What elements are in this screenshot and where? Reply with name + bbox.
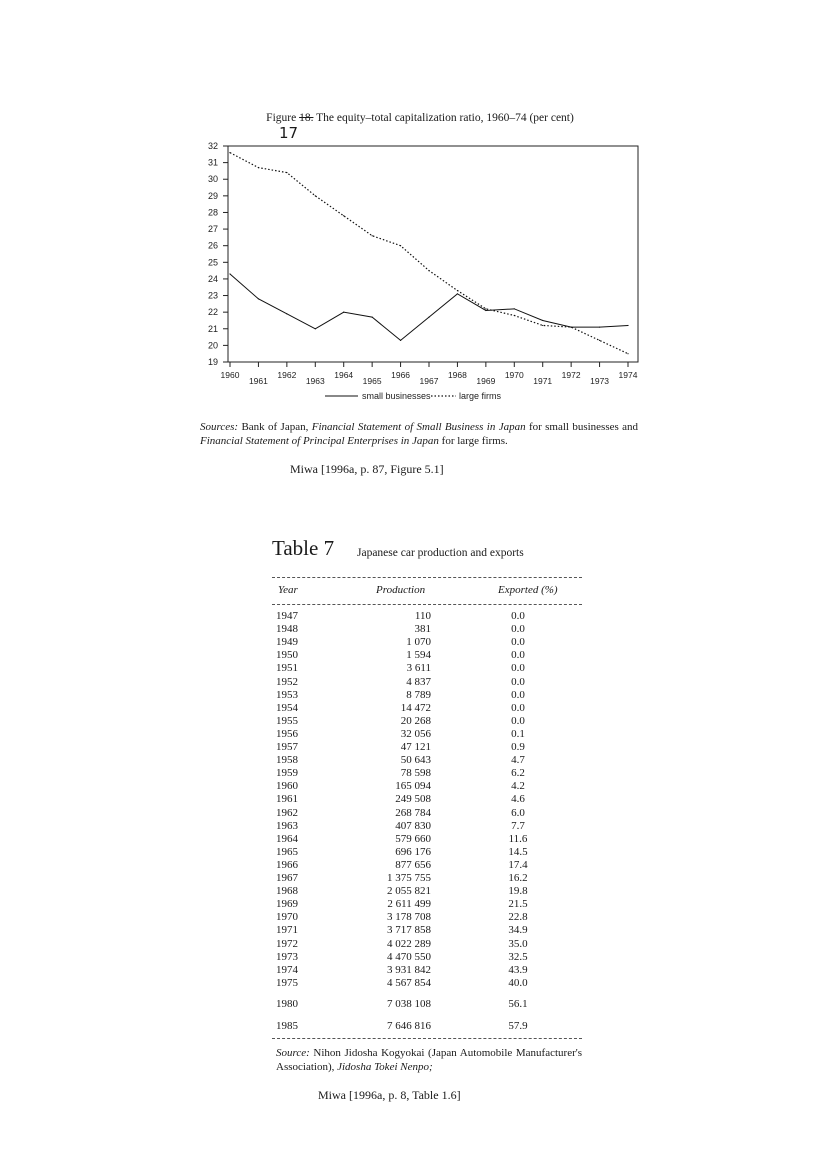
y-tick-label: 19: [207, 357, 218, 367]
table-row: [276, 649, 576, 662]
data-point: [229, 273, 230, 274]
table-row: [276, 938, 576, 951]
cell-production: 268 784: [395, 806, 431, 819]
cell-exported: 17.4: [508, 858, 528, 871]
cell-year: 1963: [276, 819, 298, 832]
cell-exported: 19.8: [508, 885, 528, 898]
table-row: [276, 662, 576, 675]
table-row: [276, 754, 576, 767]
y-tick-label: 31: [207, 157, 218, 168]
table-source-text: Nihon Jidosha Kogyokai (Japan Automobile Manufacturer's Association),: [276, 1047, 583, 1073]
cell-exported: 0.0: [511, 623, 525, 636]
cell-exported: 4.2: [511, 780, 525, 793]
cell-production: 249 508: [395, 793, 431, 806]
cell-production: 3 717 858: [387, 924, 431, 937]
table-row: [276, 793, 576, 806]
x-tick-label: 1967: [419, 376, 439, 386]
cell-year: 1973: [276, 950, 298, 963]
data-point: [372, 317, 373, 318]
cell-exported: 22.8: [508, 911, 528, 924]
cell-year: 1951: [276, 662, 298, 675]
legend-label-small: small businesses: [362, 391, 431, 401]
figure-label: Figure: [266, 112, 297, 124]
cell-production: 1 594: [406, 649, 431, 662]
data-point: [315, 328, 316, 329]
cell-year: 1980: [276, 997, 298, 1010]
cell-exported: 6.0: [511, 806, 525, 819]
cell-year: 1958: [276, 754, 298, 767]
cell-exported: 0.0: [511, 610, 525, 622]
cell-year: 1949: [276, 636, 298, 649]
cell-exported: 21.5: [508, 898, 528, 911]
figure-sources: [200, 420, 638, 448]
equity-ratio-chart: [0, 0, 827, 420]
cell-production: 4 837: [406, 675, 431, 688]
table-row: [276, 623, 576, 636]
table-source-italic: Jidosha Tokei Nenpo;: [337, 1061, 433, 1073]
cell-exported: 0.1: [511, 727, 525, 740]
x-tick-label: 1974: [618, 370, 638, 380]
cell-year: 1967: [276, 872, 298, 884]
table-row: [276, 636, 576, 649]
y-tick-label: 29: [207, 190, 218, 201]
data-point: [315, 195, 316, 196]
x-tick-label: 1970: [504, 370, 524, 380]
data-point: [372, 235, 373, 236]
cell-exported: 57.9: [508, 1020, 528, 1032]
data-point: [457, 290, 458, 291]
sources-italic-2: Financial Statement of Principal Enterprises in Japan: [200, 435, 439, 447]
sources-text-2: for small businesses and: [528, 421, 638, 433]
series-large-firms: [230, 153, 628, 354]
cell-exported: 43.9: [508, 963, 528, 976]
cell-production: 381: [414, 623, 431, 636]
cell-exported: 7.7: [511, 819, 525, 832]
cell-production: 3 611: [406, 662, 431, 675]
table-row: [276, 820, 576, 833]
figure-struck-number: 18.: [299, 112, 314, 124]
table-header-rule: [272, 604, 582, 605]
cell-exported: 32.5: [508, 950, 528, 963]
data-point: [286, 313, 287, 314]
x-tick-label: 1960: [220, 370, 240, 380]
y-tick-label: 26: [207, 240, 218, 251]
table-bottom-rule: [272, 1038, 582, 1039]
data-point: [627, 353, 628, 354]
cell-year: 1972: [276, 937, 298, 950]
cell-year: 1954: [276, 701, 298, 714]
series-small-businesses: [230, 274, 628, 340]
data-point: [258, 167, 259, 168]
cell-exported: 16.2: [508, 872, 528, 884]
x-tick-label: 1966: [391, 370, 411, 380]
cell-production: 7 038 108: [387, 997, 431, 1010]
cell-year: 1950: [276, 649, 298, 662]
cell-production: 4 022 289: [387, 937, 431, 950]
data-point: [400, 340, 401, 341]
cell-production: 7 646 816: [387, 1020, 431, 1032]
table-source: [276, 1046, 582, 1074]
cell-production: 4 567 854: [387, 976, 431, 989]
cell-year: 1955: [276, 714, 298, 727]
cell-exported: 11.6: [508, 832, 528, 845]
data-point: [343, 215, 344, 216]
x-tick-label: 1963: [305, 376, 325, 386]
data-point: [627, 325, 628, 326]
cell-exported: 4.6: [511, 793, 525, 806]
cell-exported: 0.0: [511, 662, 525, 675]
x-tick-label: 1972: [561, 370, 581, 380]
table-row: [276, 924, 576, 937]
figure-title-text: The equity–total capitalization ratio, 1960–74 (per cent): [316, 112, 574, 124]
cell-exported: 34.9: [508, 924, 528, 937]
cell-production: 4 470 550: [387, 950, 431, 963]
data-point: [229, 152, 230, 153]
table-row: [276, 702, 576, 715]
cell-production: 1 070: [406, 636, 431, 649]
data-point: [428, 317, 429, 318]
sources-label: Sources:: [200, 421, 239, 433]
data-point: [457, 293, 458, 294]
cell-exported: 4.7: [511, 754, 525, 767]
cell-production: 3 178 708: [387, 911, 431, 924]
cell-production: 696 176: [395, 845, 431, 858]
cell-production: 20 268: [400, 714, 431, 727]
y-tick-label: 20: [207, 340, 218, 351]
table-row: [276, 767, 576, 780]
y-tick-label: 27: [207, 224, 218, 235]
cell-production: 8 789: [406, 688, 431, 701]
x-tick-label: 1968: [447, 370, 467, 380]
cell-production: 407 830: [395, 819, 431, 832]
table-row: [276, 610, 576, 623]
x-tick-label: 1961: [248, 376, 268, 386]
header-production: Production: [376, 584, 426, 596]
cell-production: 3 931 842: [387, 963, 431, 976]
cell-production: 50 643: [400, 754, 431, 767]
x-tick-label: 1969: [476, 376, 496, 386]
data-point: [258, 298, 259, 299]
table-row: [276, 1020, 576, 1033]
data-point: [599, 327, 600, 328]
cell-year: 1948: [276, 623, 298, 636]
table-row: [276, 833, 576, 846]
cell-year: 1965: [276, 845, 298, 858]
plot-frame: [228, 146, 638, 362]
cell-year: 1966: [276, 858, 298, 871]
x-tick-label: 1964: [334, 370, 354, 380]
table-top-rule: [272, 577, 582, 578]
data-point: [599, 340, 600, 341]
cell-year: 1961: [276, 793, 298, 806]
table-row: [276, 977, 576, 990]
table-row: [276, 911, 576, 924]
header-exported: Exported (%): [498, 584, 558, 596]
cell-production: 1 375 755: [387, 872, 431, 884]
data-point: [514, 315, 515, 316]
data-point: [428, 270, 429, 271]
table-row: [276, 728, 576, 741]
cell-year: 1959: [276, 767, 298, 780]
cell-year: 1975: [276, 976, 298, 989]
cell-exported: 56.1: [508, 997, 528, 1010]
cell-production: 2 611 499: [387, 898, 431, 911]
table-row: [276, 872, 576, 885]
cell-year: 1962: [276, 806, 298, 819]
cell-exported: 0.0: [511, 688, 525, 701]
cell-year: 1974: [276, 963, 298, 976]
cell-production: 32 056: [400, 727, 431, 740]
table-row: [276, 676, 576, 689]
table-row: [276, 964, 576, 977]
cell-year: 1969: [276, 898, 298, 911]
cell-production: 110: [414, 610, 431, 622]
data-point: [571, 327, 572, 328]
cell-exported: 6.2: [511, 767, 525, 780]
table-row: [276, 885, 576, 898]
cell-production: 14 472: [400, 701, 431, 714]
table-row: [276, 807, 576, 820]
cell-exported: 0.9: [511, 741, 525, 753]
sources-text-3: for large firms.: [441, 435, 508, 447]
cell-year: 1985: [276, 1020, 298, 1032]
table-source-label: Source:: [276, 1047, 310, 1059]
table-row: [276, 780, 576, 793]
data-point: [485, 308, 486, 309]
cell-year: 1960: [276, 780, 298, 793]
cell-exported: 0.0: [511, 675, 525, 688]
y-tick-label: 22: [207, 307, 218, 318]
y-tick-label: 21: [207, 323, 218, 334]
x-tick-label: 1962: [277, 370, 297, 380]
cell-exported: 0.0: [511, 701, 525, 714]
data-point: [286, 172, 287, 173]
cell-year: 1956: [276, 727, 298, 740]
y-tick-label: 32: [207, 141, 218, 151]
cell-year: 1947: [276, 610, 298, 622]
cell-exported: 40.0: [508, 976, 528, 989]
cell-year: 1952: [276, 675, 298, 688]
table-citation: Miwa [1996a, p. 8, Table 1.6]: [318, 1088, 461, 1102]
cell-exported: 35.0: [508, 937, 528, 950]
data-point: [400, 245, 401, 246]
cell-exported: 0.0: [511, 649, 525, 662]
cell-year: 1953: [276, 688, 298, 701]
x-tick-label: 1971: [533, 376, 553, 386]
data-point: [542, 325, 543, 326]
legend-label-large: large firms: [459, 391, 502, 401]
data-point: [485, 310, 486, 311]
cell-year: 1971: [276, 924, 298, 937]
table-row: [276, 998, 576, 1011]
cell-production: 579 660: [395, 832, 431, 845]
handwritten-figure-number: 17: [279, 124, 299, 142]
data-point: [514, 308, 515, 309]
y-tick-label: 30: [207, 174, 218, 185]
y-tick-label: 25: [207, 257, 218, 268]
y-tick-label: 28: [207, 207, 218, 218]
sources-text-1: Bank of Japan,: [241, 421, 309, 433]
table-row: [276, 715, 576, 728]
table-row: [276, 859, 576, 872]
cell-exported: 0.0: [511, 714, 525, 727]
table-row: [276, 846, 576, 859]
table-row: [276, 898, 576, 911]
cell-production: 2 055 821: [387, 885, 431, 898]
y-tick-label: 24: [207, 273, 218, 284]
cell-year: 1957: [276, 741, 298, 753]
cell-production: 165 094: [395, 780, 431, 793]
cell-production: 877 656: [395, 858, 431, 871]
y-tick-label: 23: [207, 290, 218, 301]
table-row: [276, 741, 576, 754]
table-row: [276, 951, 576, 964]
cell-production: 47 121: [400, 741, 431, 753]
table-title: Table 7: [272, 536, 335, 560]
cell-production: 78 598: [400, 767, 431, 780]
data-point: [343, 312, 344, 313]
sources-italic-1: Financial Statement of Small Business in Japan: [311, 421, 526, 433]
table-caption: Japanese car production and exports: [357, 547, 524, 559]
header-year: Year: [278, 584, 298, 596]
x-tick-label: 1965: [362, 376, 382, 386]
x-tick-label: 1973: [590, 376, 610, 386]
cell-year: 1964: [276, 832, 298, 845]
table-row: [276, 689, 576, 702]
cell-year: 1968: [276, 885, 298, 898]
cell-exported: 14.5: [508, 845, 528, 858]
data-point: [542, 320, 543, 321]
cell-exported: 0.0: [511, 636, 525, 649]
cell-year: 1970: [276, 911, 298, 924]
figure-citation: Miwa [1996a, p. 87, Figure 5.1]: [290, 462, 444, 476]
